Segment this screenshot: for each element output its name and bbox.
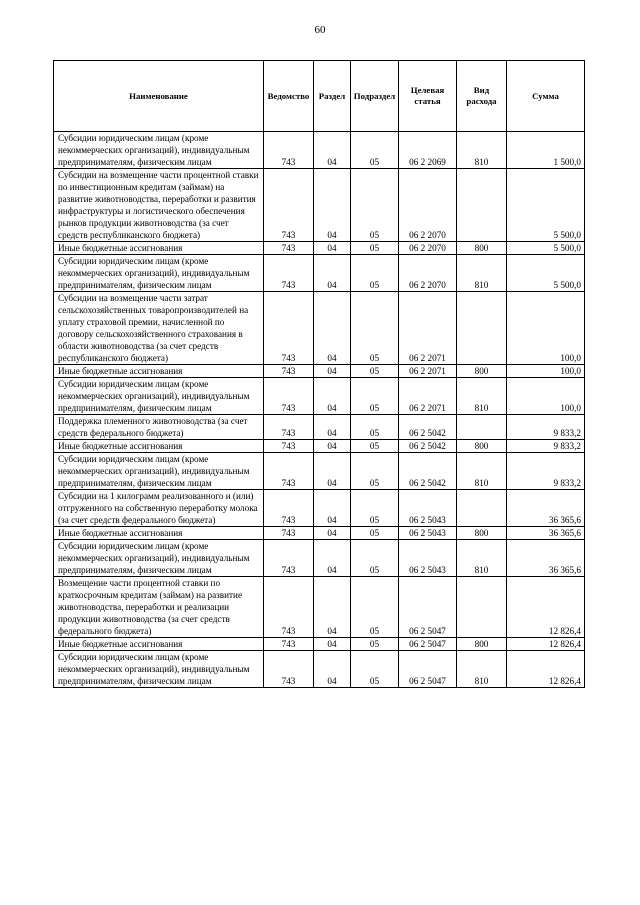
cell-target: 06 2 5047 xyxy=(399,651,457,688)
cell-name xyxy=(54,292,264,365)
table-row xyxy=(54,453,585,490)
cell-target: 06 2 5043 xyxy=(399,490,457,527)
table-row xyxy=(54,651,585,688)
cell-section: 04 xyxy=(314,292,351,365)
cell-name xyxy=(54,490,264,527)
header-sum: Сумма xyxy=(507,61,585,132)
cell-section: 04 xyxy=(314,132,351,169)
cell-dept: 743 xyxy=(264,577,314,638)
row-description: Субсидии юридическим лицам (кроме некоммерческих организаций), индивидуальным предпринимателям, физическим лицам xyxy=(58,379,250,413)
cell-dept: 743 xyxy=(264,453,314,490)
cell-subsection: 05 xyxy=(351,453,399,490)
cell-dept: 743 xyxy=(264,651,314,688)
table-row xyxy=(54,490,585,527)
cell-dept: 743 xyxy=(264,365,314,378)
cell-subsection: 05 xyxy=(351,365,399,378)
cell-sum: 100,0 xyxy=(507,365,585,378)
cell-subsection: 05 xyxy=(351,292,399,365)
cell-sum: 12 826,4 xyxy=(507,638,585,651)
cell-type xyxy=(457,577,507,638)
cell-type: 800 xyxy=(457,365,507,378)
cell-target: 06 2 5047 xyxy=(399,577,457,638)
row-description: Субсидии юридическим лицам (кроме некоммерческих организаций), индивидуальным предпринимателям, физическим лицам xyxy=(58,454,250,488)
cell-name xyxy=(54,365,264,378)
row-description: Иные бюджетные ассигнования xyxy=(58,639,183,649)
cell-type: 800 xyxy=(457,527,507,540)
row-description: Субсидии на 1 килограмм реализованного и (или) отгруженного на собственную переработку молока (за счет средств федерального бюджета) xyxy=(58,491,258,525)
cell-subsection: 05 xyxy=(351,651,399,688)
cell-type: 810 xyxy=(457,453,507,490)
cell-name xyxy=(54,540,264,577)
table-row xyxy=(54,169,585,242)
cell-dept: 743 xyxy=(264,169,314,242)
cell-dept: 743 xyxy=(264,255,314,292)
table-row xyxy=(54,577,585,638)
table-row xyxy=(54,132,585,169)
cell-type: 800 xyxy=(457,638,507,651)
cell-subsection: 05 xyxy=(351,242,399,255)
table-header-row xyxy=(54,61,585,132)
cell-type xyxy=(457,415,507,440)
cell-sum: 36 365,6 xyxy=(507,527,585,540)
cell-section: 04 xyxy=(314,540,351,577)
cell-type xyxy=(457,490,507,527)
row-description: Субсидии юридическим лицам (кроме некоммерческих организаций), индивидуальным предпринимателям, физическим лицам xyxy=(58,652,250,686)
cell-sum: 5 500,0 xyxy=(507,242,585,255)
cell-type: 810 xyxy=(457,378,507,415)
cell-type: 800 xyxy=(457,440,507,453)
table-row xyxy=(54,527,585,540)
budget-table xyxy=(53,60,585,688)
cell-dept: 743 xyxy=(264,378,314,415)
cell-section: 04 xyxy=(314,638,351,651)
cell-type xyxy=(457,169,507,242)
cell-section: 04 xyxy=(314,415,351,440)
cell-sum: 9 833,2 xyxy=(507,440,585,453)
cell-dept: 743 xyxy=(264,292,314,365)
table-row xyxy=(54,242,585,255)
row-description: Иные бюджетные ассигнования xyxy=(58,528,183,538)
cell-type: 810 xyxy=(457,540,507,577)
cell-name xyxy=(54,527,264,540)
table-row xyxy=(54,638,585,651)
header-type: Вид расхода xyxy=(457,61,507,132)
row-description: Поддержка племенного животноводства (за счет средств федерального бюджета) xyxy=(58,416,248,438)
cell-target: 06 2 5042 xyxy=(399,440,457,453)
cell-name xyxy=(54,453,264,490)
cell-section: 04 xyxy=(314,365,351,378)
cell-subsection: 05 xyxy=(351,540,399,577)
cell-subsection: 05 xyxy=(351,440,399,453)
row-description: Субсидии юридическим лицам (кроме некоммерческих организаций), индивидуальным предпринимателям, физическим лицам xyxy=(58,133,250,167)
cell-sum: 36 365,6 xyxy=(507,540,585,577)
row-description: Иные бюджетные ассигнования xyxy=(58,441,183,451)
cell-target: 06 2 2071 xyxy=(399,378,457,415)
cell-target: 06 2 5043 xyxy=(399,540,457,577)
cell-section: 04 xyxy=(314,242,351,255)
cell-sum: 1 500,0 xyxy=(507,132,585,169)
cell-name xyxy=(54,577,264,638)
cell-type: 800 xyxy=(457,242,507,255)
table-row xyxy=(54,255,585,292)
header-target: Целевая статья xyxy=(399,61,457,132)
cell-sum: 12 826,4 xyxy=(507,577,585,638)
cell-target: 06 2 5047 xyxy=(399,638,457,651)
row-description: Иные бюджетные ассигнования xyxy=(58,243,183,253)
cell-sum: 9 833,2 xyxy=(507,415,585,440)
cell-target: 06 2 2070 xyxy=(399,169,457,242)
cell-sum: 5 500,0 xyxy=(507,169,585,242)
cell-section: 04 xyxy=(314,440,351,453)
row-description: Субсидии юридическим лицам (кроме некоммерческих организаций), индивидуальным предпринимателям, физическим лицам xyxy=(58,541,250,575)
row-description: Иные бюджетные ассигнования xyxy=(58,366,183,376)
cell-section: 04 xyxy=(314,255,351,292)
cell-dept: 743 xyxy=(264,415,314,440)
cell-type: 810 xyxy=(457,651,507,688)
row-description: Субсидии юридическим лицам (кроме некоммерческих организаций), индивидуальным предпринимателям, физическим лицам xyxy=(58,256,250,290)
header-name: Наименование xyxy=(54,61,264,132)
cell-type xyxy=(457,292,507,365)
cell-target: 06 2 2071 xyxy=(399,365,457,378)
cell-subsection: 05 xyxy=(351,378,399,415)
table-row xyxy=(54,540,585,577)
cell-name xyxy=(54,651,264,688)
cell-target: 06 2 2070 xyxy=(399,255,457,292)
table-row xyxy=(54,365,585,378)
cell-sum: 36 365,6 xyxy=(507,490,585,527)
cell-target: 06 2 2071 xyxy=(399,292,457,365)
cell-type: 810 xyxy=(457,132,507,169)
header-subsection: Подраздел xyxy=(351,61,399,132)
row-description: Возмещение части процентной ставки по краткосрочным кредитам (займам) на развитие животноводства, переработки и реализации продукции животноводства (за счет средств федерального бюджета) xyxy=(58,578,243,636)
cell-name xyxy=(54,255,264,292)
cell-name xyxy=(54,169,264,242)
cell-section: 04 xyxy=(314,378,351,415)
table-row xyxy=(54,292,585,365)
cell-target: 06 2 5042 xyxy=(399,453,457,490)
cell-dept: 743 xyxy=(264,540,314,577)
cell-subsection: 05 xyxy=(351,132,399,169)
cell-subsection: 05 xyxy=(351,577,399,638)
cell-type: 810 xyxy=(457,255,507,292)
cell-dept: 743 xyxy=(264,132,314,169)
cell-dept: 743 xyxy=(264,490,314,527)
table-row xyxy=(54,378,585,415)
cell-target: 06 2 5042 xyxy=(399,415,457,440)
cell-dept: 743 xyxy=(264,440,314,453)
cell-subsection: 05 xyxy=(351,415,399,440)
cell-subsection: 05 xyxy=(351,490,399,527)
cell-sum: 9 833,2 xyxy=(507,453,585,490)
cell-name xyxy=(54,242,264,255)
table-row xyxy=(54,440,585,453)
cell-section: 04 xyxy=(314,453,351,490)
cell-section: 04 xyxy=(314,527,351,540)
cell-sum: 12 826,4 xyxy=(507,651,585,688)
cell-name xyxy=(54,638,264,651)
cell-name xyxy=(54,440,264,453)
cell-name xyxy=(54,415,264,440)
table-row xyxy=(54,415,585,440)
row-description: Субсидии на возмещение части процентной ставки по инвестиционным кредитам (займам) на развитие животноводства, переработки и развития инфраструктуры и логистического обеспечения рынков продукции животноводства (за счет средств республиканского бюджета) xyxy=(58,170,259,240)
cell-sum: 100,0 xyxy=(507,292,585,365)
cell-target: 06 2 5043 xyxy=(399,527,457,540)
cell-dept: 743 xyxy=(264,638,314,651)
cell-subsection: 05 xyxy=(351,638,399,651)
cell-sum: 100,0 xyxy=(507,378,585,415)
header-dept: Ведомство xyxy=(264,61,314,132)
cell-section: 04 xyxy=(314,169,351,242)
cell-subsection: 05 xyxy=(351,169,399,242)
cell-section: 04 xyxy=(314,490,351,527)
header-section: Раздел xyxy=(314,61,351,132)
cell-target: 06 2 2070 xyxy=(399,242,457,255)
page-number: 60 xyxy=(314,24,326,36)
cell-dept: 743 xyxy=(264,527,314,540)
cell-section: 04 xyxy=(314,651,351,688)
cell-section: 04 xyxy=(314,577,351,638)
cell-name xyxy=(54,132,264,169)
cell-name xyxy=(54,378,264,415)
cell-sum: 5 500,0 xyxy=(507,255,585,292)
cell-subsection: 05 xyxy=(351,255,399,292)
cell-target: 06 2 2069 xyxy=(399,132,457,169)
cell-subsection: 05 xyxy=(351,527,399,540)
row-description: Субсидии на возмещение части затрат сельскохозяйственных товаропроизводителей на уплату страховой премии, начисленной по договору сельскохозяйственного страхования в области животноводства (за счет средств республиканского бюджета) xyxy=(58,293,249,363)
cell-dept: 743 xyxy=(264,242,314,255)
